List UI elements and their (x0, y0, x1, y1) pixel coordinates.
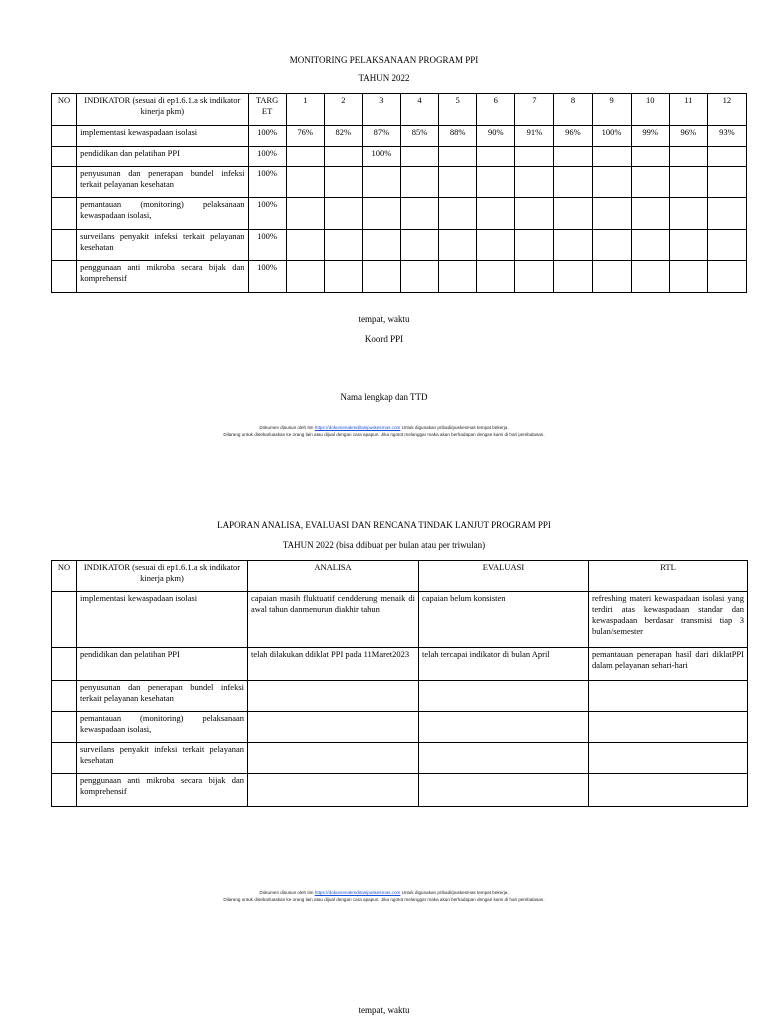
month-value-cell (324, 198, 362, 230)
laporan-place-time: tempat, waktu (358, 1005, 410, 1015)
month-value-cell (286, 230, 324, 261)
row-no-cell (52, 147, 77, 167)
month-value-cell (592, 167, 631, 198)
month-value-cell (286, 147, 324, 167)
row-no-cell (52, 592, 77, 648)
month-value-cell (515, 261, 554, 293)
table-row (52, 743, 748, 774)
row-no-cell (52, 167, 77, 198)
month-value-cell (362, 261, 400, 293)
month-value-cell (439, 147, 477, 167)
indikator-cell: pendidikan dan pelatihan PPI (77, 648, 248, 681)
header-month: 11 (669, 94, 707, 126)
table-row (52, 712, 748, 743)
row-no-cell (52, 774, 77, 807)
monitoring-place-time: tempat, waktu (358, 314, 410, 324)
indikator-cell: penyusunan dan penerapan bundel infeksi terkait pelayanan kesehatan (77, 681, 248, 712)
month-value-cell (669, 167, 707, 198)
table-row (52, 681, 748, 712)
indikator-cell: penyusunan dan penerapan bundel infeksi terkait pelayanan kesehatan (77, 167, 248, 198)
header-month: 9 (592, 94, 631, 126)
row-no-cell (52, 126, 77, 147)
month-value-cell: 76% (286, 126, 324, 147)
rtl-cell (589, 681, 748, 712)
footer-note-2 (0, 889, 768, 903)
header-evaluasi: EVALUASI (419, 561, 589, 592)
table-row (52, 261, 747, 293)
month-value-cell (515, 167, 554, 198)
month-value-cell (286, 198, 324, 230)
month-value-cell (324, 261, 362, 293)
row-no-cell (52, 712, 77, 743)
indikator-cell: implementasi kewaspadaan isolasi (77, 126, 248, 147)
month-value-cell (400, 167, 438, 198)
month-value-cell: 87% (362, 126, 400, 147)
analisa-cell: telah dilakukan ddiklat PPI pada 11Maret2023 (248, 648, 419, 681)
indikator-cell: penggunaan anti mikroba secara bijak dan komprehensif (77, 261, 248, 293)
header-no: NO (52, 94, 77, 126)
rtl-cell: refreshing materi kewaspadaan isolasi yang terdiri atas kewaspadaan standar dan kewaspadaan berdasar transmisi tiap 3 bulan/semester (589, 592, 748, 648)
month-value-cell (554, 198, 592, 230)
table-row (52, 648, 748, 681)
row-no-cell (52, 198, 77, 230)
analisa-cell (248, 743, 419, 774)
month-value-cell (324, 230, 362, 261)
month-value-cell (592, 230, 631, 261)
footer-prefix: Dokumen disusun oleh tim (259, 890, 314, 895)
table-row (52, 230, 747, 261)
header-no: NO (52, 561, 77, 592)
month-value-cell (631, 261, 669, 293)
month-value-cell (400, 261, 438, 293)
month-value-cell (362, 230, 400, 261)
table-row (52, 147, 747, 167)
header-month: 1 (286, 94, 324, 126)
analisa-cell: capaian masih fluktuatif cendderung menaik di awal tahun danmenurun diakhir tahun (248, 592, 419, 648)
month-value-cell: 100% (362, 147, 400, 167)
month-value-cell: 96% (669, 126, 707, 147)
month-value-cell (439, 167, 477, 198)
month-value-cell (554, 261, 592, 293)
row-no-cell (52, 648, 77, 681)
row-no-cell (52, 230, 77, 261)
month-value-cell (592, 147, 631, 167)
footer-suffix: Untuk digunakan pribadi/puskesmas tempat bekerja. (401, 890, 509, 895)
header-month: 8 (554, 94, 592, 126)
month-value-cell (439, 261, 477, 293)
month-value-cell: 85% (400, 126, 438, 147)
header-target: TARG ET (248, 94, 286, 126)
indikator-cell: implementasi kewaspadaan isolasi (77, 592, 248, 648)
target-cell: 100% (248, 147, 286, 167)
monitoring-title: MONITORING PELAKSANAAN PROGRAM PPI (289, 55, 479, 65)
month-value-cell (362, 167, 400, 198)
month-value-cell (286, 261, 324, 293)
rtl-cell (589, 774, 748, 807)
month-value-cell (631, 147, 669, 167)
month-value-cell (707, 147, 746, 167)
indikator-cell: surveilans penyakit infeksi terkait pelayanan kesehatan (77, 743, 248, 774)
evaluasi-cell: telah tercapai indikator di bulan April (419, 648, 589, 681)
monitoring-name-sign: Nama lengkap dan TTD (340, 392, 428, 402)
target-cell: 100% (248, 261, 286, 293)
footer-link[interactable]: https://dokumenakreditasipuskesmas.com (314, 890, 401, 895)
month-value-cell (707, 198, 746, 230)
month-value-cell (554, 147, 592, 167)
analisa-cell (248, 712, 419, 743)
month-value-cell (631, 198, 669, 230)
monitoring-year: TAHUN 2022 (358, 73, 410, 83)
month-value-cell (631, 230, 669, 261)
header-month: 12 (707, 94, 746, 126)
month-value-cell (362, 198, 400, 230)
month-value-cell (324, 167, 362, 198)
month-value-cell (400, 147, 438, 167)
month-value-cell: 93% (707, 126, 746, 147)
month-value-cell (477, 198, 515, 230)
laporan-year: TAHUN 2022 (bisa ddibuat per bulan atau per triwulan) (282, 540, 486, 550)
month-value-cell (554, 230, 592, 261)
evaluasi-cell (419, 681, 589, 712)
month-value-cell (515, 147, 554, 167)
header-month: 3 (362, 94, 400, 126)
table-row (52, 774, 748, 807)
month-value-cell (592, 198, 631, 230)
month-value-cell (477, 261, 515, 293)
header-indikator: INDIKATOR (sesuai di ep1.6.1.a sk indikator kinerja pkm) (77, 94, 248, 126)
header-month: 5 (439, 94, 477, 126)
analisa-cell (248, 681, 419, 712)
rtl-cell: pemantauan penerapan hasil dari diklatPPI dalam pelayanan sehari-hari (589, 648, 748, 681)
month-value-cell (477, 167, 515, 198)
month-value-cell (707, 167, 746, 198)
target-cell: 100% (248, 126, 286, 147)
header-month: 10 (631, 94, 669, 126)
footer-line2: Dilarang untuk disebarluaskan ke orang lain atau dijual dengan cara apapun. Jika ngotot melanggar maka akan berhadapan dengan kami di hari pembalasan. (223, 432, 545, 437)
indikator-cell: pemantauan (monitoring) pelaksanaan kewaspadaan isolasi, (77, 712, 248, 743)
month-value-cell: 100% (592, 126, 631, 147)
month-value-cell (439, 230, 477, 261)
footer-line2: Dilarang untuk disebarluaskan ke orang lain atau dijual dengan cara apapun. Jika ngotot melanggar maka akan berhadapan dengan kami di hari pembalasan. (223, 897, 545, 902)
month-value-cell (554, 167, 592, 198)
indikator-cell: pendidikan dan pelatihan PPI (77, 147, 248, 167)
footer-note (0, 424, 768, 438)
header-month: 4 (400, 94, 438, 126)
month-value-cell (669, 261, 707, 293)
analisa-cell (248, 774, 419, 807)
month-value-cell (707, 261, 746, 293)
month-value-cell (439, 198, 477, 230)
monitoring-role: Koord PPI (364, 334, 404, 344)
header-rtl: RTL (589, 561, 748, 592)
row-no-cell (52, 743, 77, 774)
header-month: 6 (477, 94, 515, 126)
monitoring-table (51, 93, 747, 293)
rtl-cell (589, 743, 748, 774)
month-value-cell: 90% (477, 126, 515, 147)
footer-suffix: Untuk digunakan pribadi/puskesmas tempat bekerja. (401, 425, 509, 430)
indikator-cell: pemantauan (monitoring) pelaksanaan kewaspadaan isolasi, (77, 198, 248, 230)
month-value-cell (707, 230, 746, 261)
evaluasi-cell (419, 712, 589, 743)
laporan-title: LAPORAN ANALISA, EVALUASI DAN RENCANA TINDAK LANJUT PROGRAM PPI (217, 520, 551, 530)
month-value-cell (669, 147, 707, 167)
target-cell: 100% (248, 230, 286, 261)
evaluasi-cell: capaian belum konsisten (419, 592, 589, 648)
header-indikator: INDIKATOR (sesuai di ep1.6.1.a sk indikator kinerja pkm) (77, 561, 248, 592)
table-row (52, 592, 748, 648)
laporan-table (51, 560, 748, 807)
evaluasi-cell (419, 774, 589, 807)
month-value-cell (515, 230, 554, 261)
header-month: 7 (515, 94, 554, 126)
month-value-cell (477, 230, 515, 261)
table-row (52, 198, 747, 230)
rtl-cell (589, 712, 748, 743)
month-value-cell (400, 230, 438, 261)
evaluasi-cell (419, 743, 589, 774)
month-value-cell (324, 147, 362, 167)
target-cell: 100% (248, 167, 286, 198)
month-value-cell (631, 167, 669, 198)
month-value-cell (669, 230, 707, 261)
month-value-cell (400, 198, 438, 230)
month-value-cell (477, 147, 515, 167)
indikator-cell: penggunaan anti mikroba secara bijak dan komprehensif (77, 774, 248, 807)
target-cell: 100% (248, 198, 286, 230)
table-row (52, 167, 747, 198)
month-value-cell: 96% (554, 126, 592, 147)
footer-link[interactable]: https://dokumenakreditasipuskesmas.com (314, 425, 401, 430)
indikator-cell: surveilans penyakit infeksi terkait pelayanan kesehatan (77, 230, 248, 261)
month-value-cell: 99% (631, 126, 669, 147)
laporan-header-row (52, 561, 748, 592)
month-value-cell: 88% (439, 126, 477, 147)
table-row (52, 126, 747, 147)
monitoring-header-row (52, 94, 747, 126)
row-no-cell (52, 681, 77, 712)
month-value-cell: 82% (324, 126, 362, 147)
month-value-cell (669, 198, 707, 230)
header-month: 2 (324, 94, 362, 126)
row-no-cell (52, 261, 77, 293)
month-value-cell: 91% (515, 126, 554, 147)
header-analisa: ANALISA (248, 561, 419, 592)
month-value-cell (286, 167, 324, 198)
month-value-cell (515, 198, 554, 230)
footer-prefix: Dokumen disusun oleh tim (259, 425, 314, 430)
month-value-cell (592, 261, 631, 293)
